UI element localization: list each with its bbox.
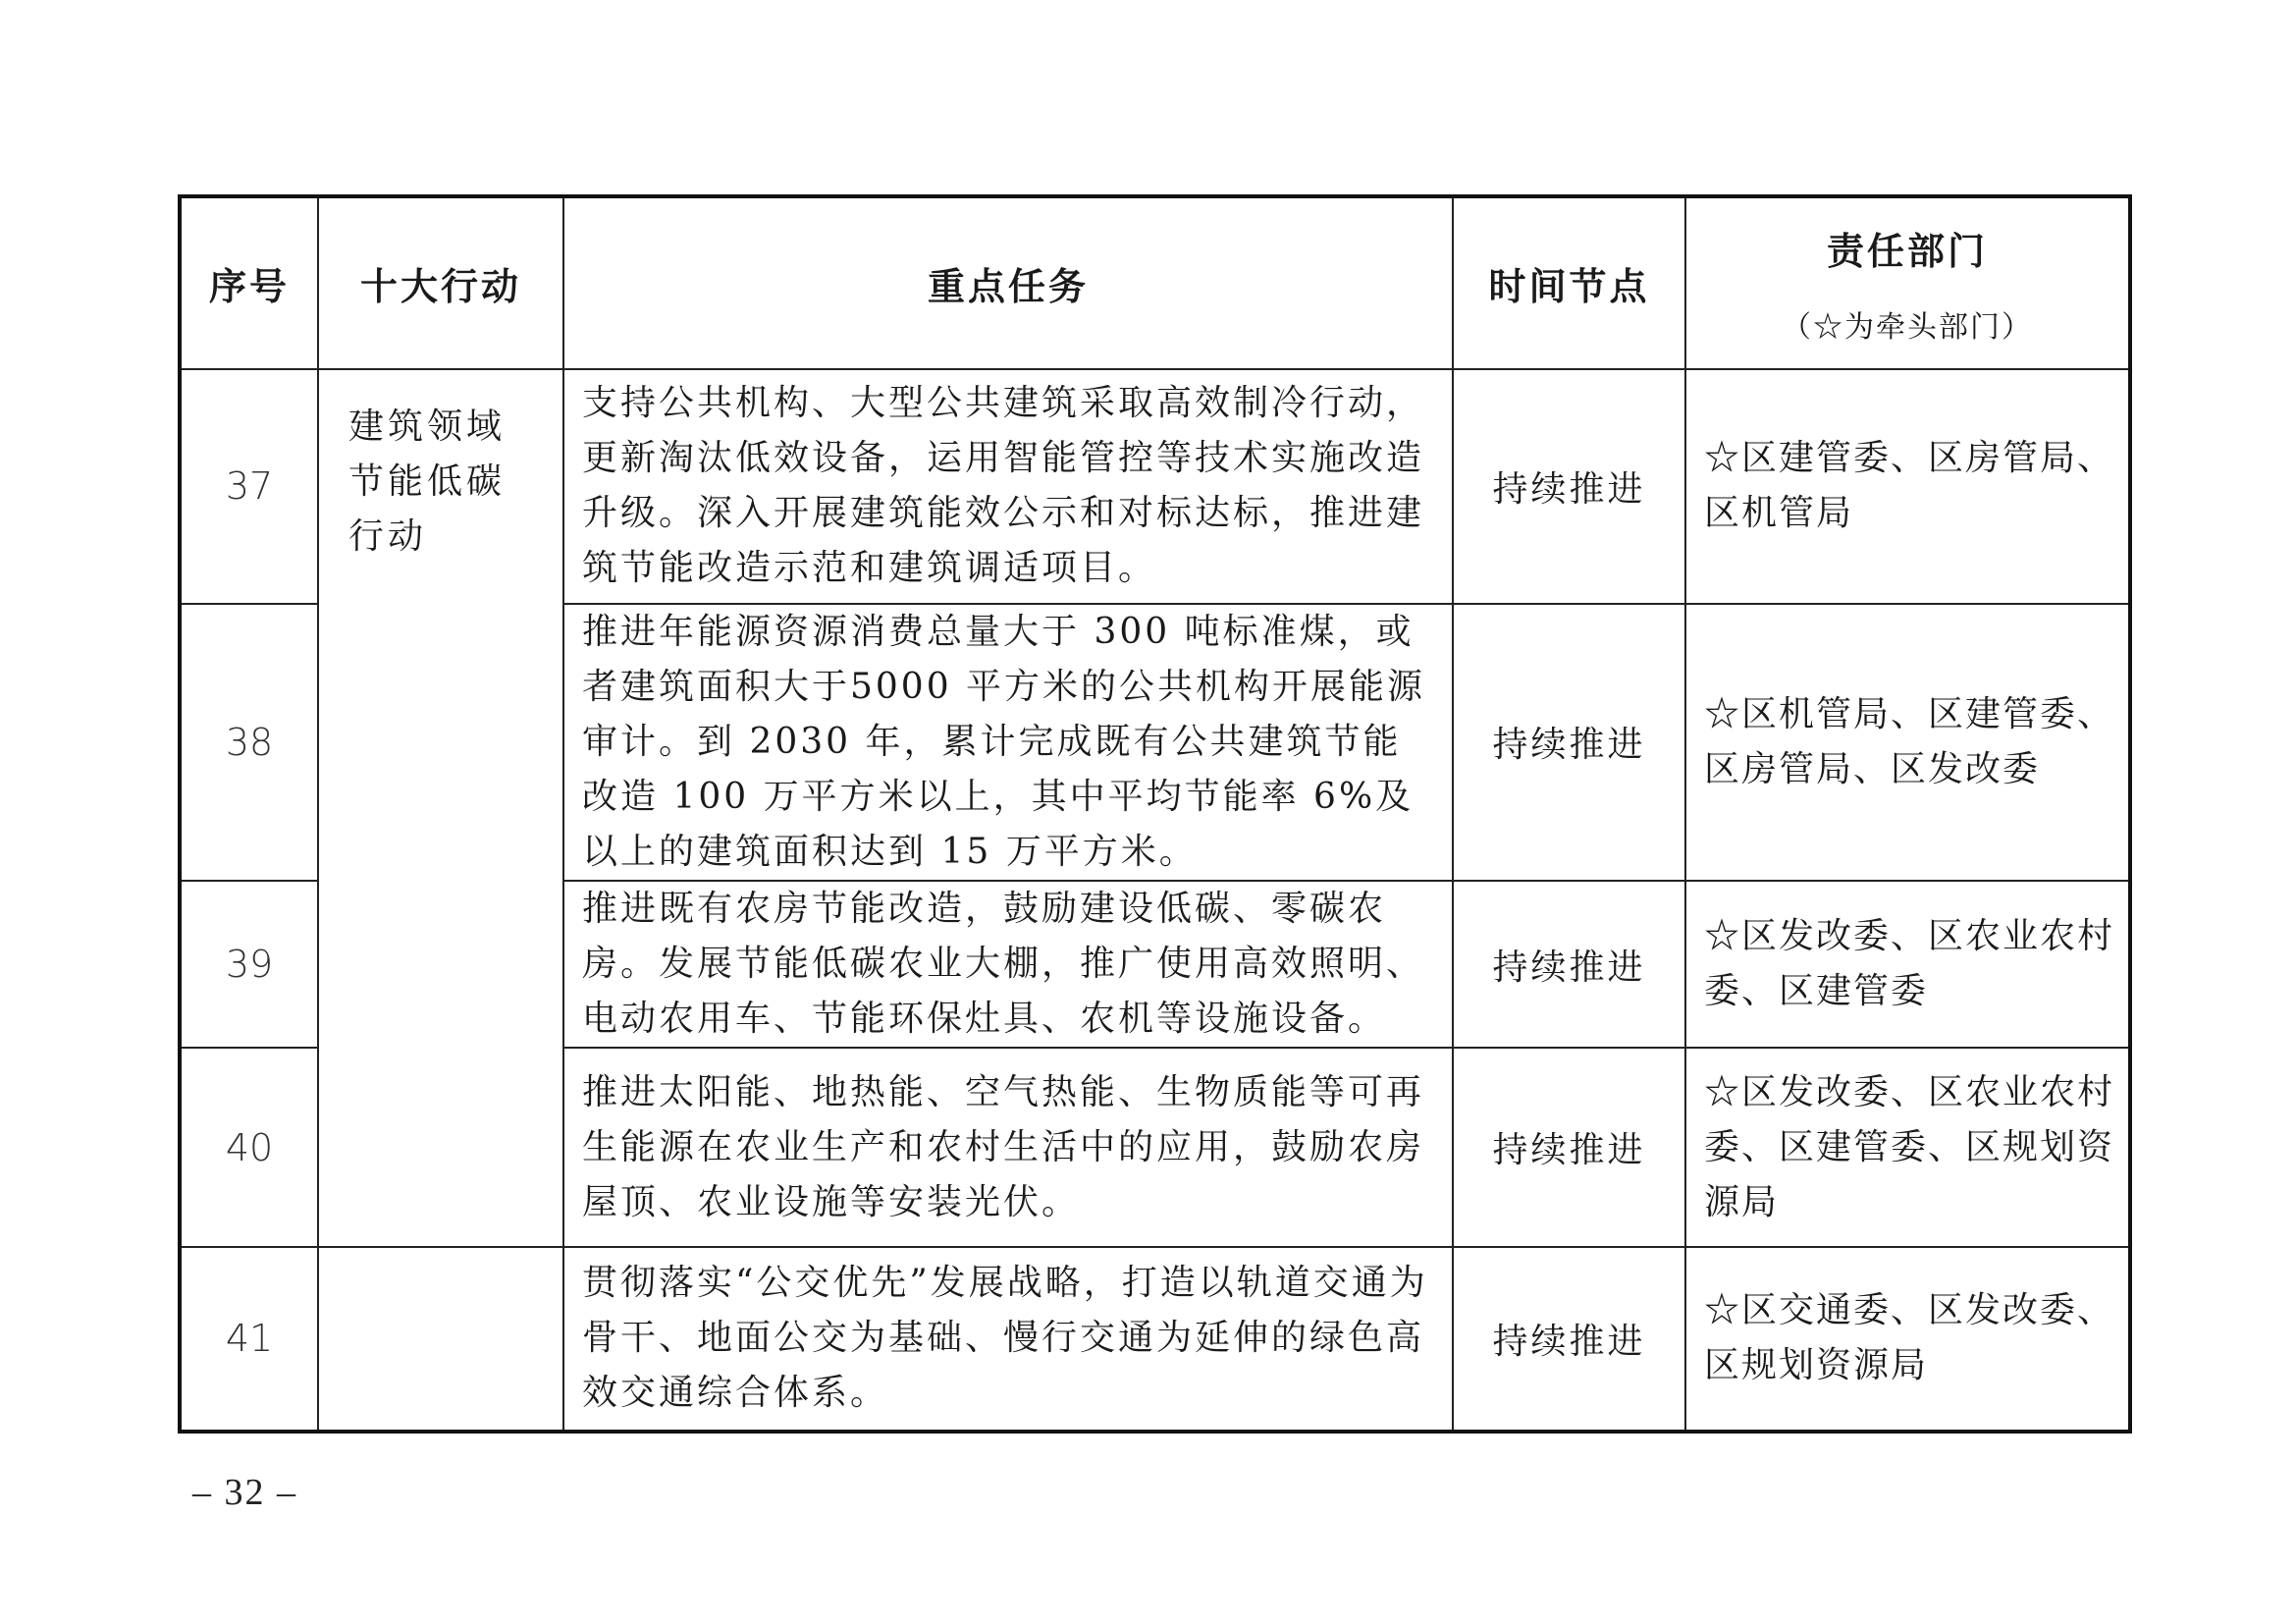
header-row [180,196,2130,369]
row-number: 37 [180,369,318,603]
header-action: 十大行动 [318,196,563,369]
time-cell: 持续推进 [1453,1247,1685,1432]
header-dept [1685,196,2130,369]
table-row [180,369,2130,603]
task-table [178,194,2132,1434]
task-cell: 推进年能源资源消费总量大于 300 吨标准煤，或者建筑面积大于5000 平方米的公共机构开展能源审计。到 2030 年，累计完成既有公共建筑节能改造 100 万平方米以上，其中平均节能率 6%及以上的建筑面积达到 15 万平方米。 [563,604,1453,881]
row-number: 38 [180,604,318,881]
dept-cell: ☆区发改委、区农业农村委、区建管委 [1685,881,2130,1048]
header-dept-note: （☆为牵头部门） [1782,310,2033,346]
task-cell: 推进既有农房节能改造，鼓励建设低碳、零碳农房。发展节能低碳农业大棚，推广使用高效照明、电动农用车、节能环保灶具、农机等设施设备。 [563,881,1453,1048]
header-time: 时间节点 [1453,196,1685,369]
table-row [180,1247,2130,1432]
time-cell: 持续推进 [1453,881,1685,1048]
action-group-cell: 建筑领域节能低碳行动 [318,369,563,1246]
dept-cell: ☆区建管委、区房管局、区机管局 [1685,369,2130,603]
time-cell: 持续推进 [1453,1048,1685,1246]
time-cell: 持续推进 [1453,604,1685,881]
action-cell [318,1247,563,1432]
task-cell: 推进太阳能、地热能、空气热能、生物质能等可再生能源在农业生产和农村生活中的应用，鼓励农房屋顶、农业设施等安装光伏。 [563,1048,1453,1246]
page-number: – 32 – [192,1472,297,1513]
row-number: 40 [180,1048,318,1246]
task-cell: 支持公共机构、大型公共建筑采取高效制冷行动，更新淘汰低效设备，运用智能管控等技术实施改造升级。深入开展建筑能效公示和对标达标，推进建筑节能改造示范和建筑调适项目。 [563,369,1453,603]
dept-cell: ☆区机管局、区建管委、区房管局、区发改委 [1685,604,2130,881]
row-number: 41 [180,1247,318,1432]
dept-cell: ☆区交通委、区发改委、区规划资源局 [1685,1247,2130,1432]
task-cell: 贯彻落实“公交优先”发展战略，打造以轨道交通为骨干、地面公交为基础、慢行交通为延伸的绿色高效交通综合体系。 [563,1247,1453,1432]
row-number: 39 [180,881,318,1048]
header-number: 序号 [180,196,318,369]
time-cell: 持续推进 [1453,369,1685,603]
header-task: 重点任务 [563,196,1453,369]
dept-cell: ☆区发改委、区农业农村委、区建管委、区规划资源局 [1685,1048,2130,1246]
header-dept-label: 责任部门 [1826,229,1988,274]
